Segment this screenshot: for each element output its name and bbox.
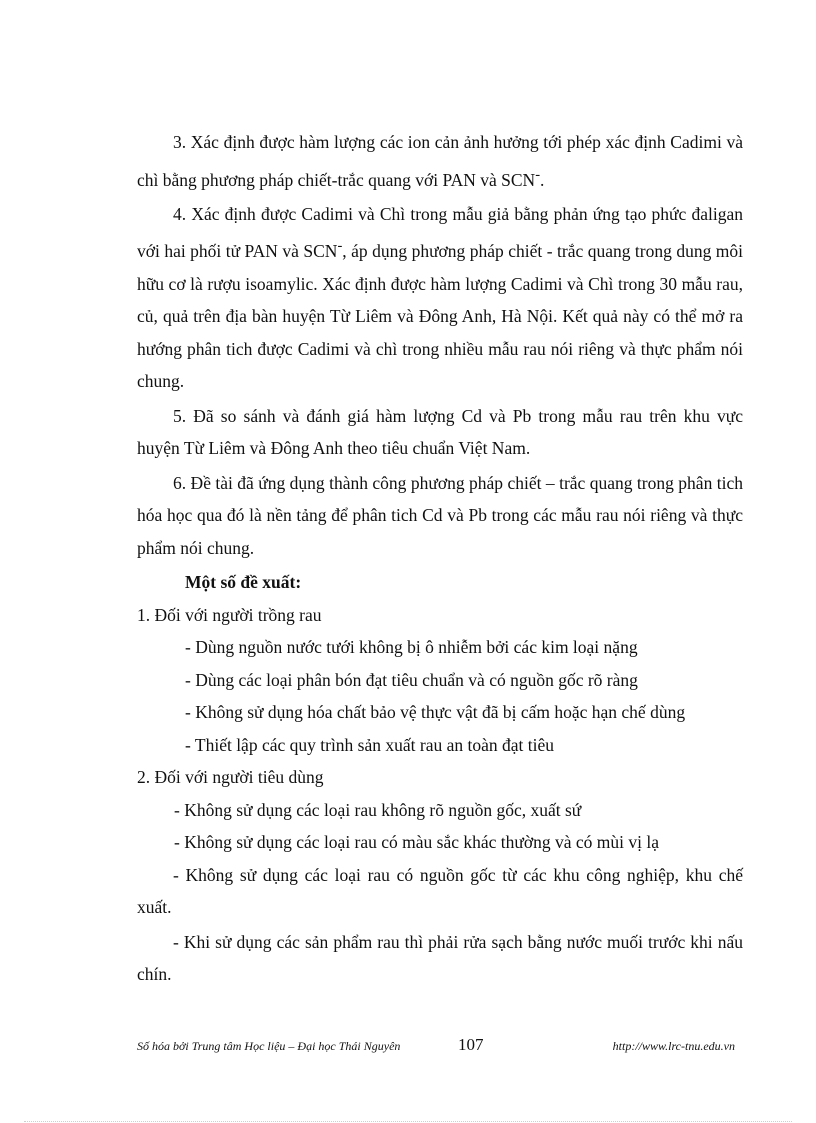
- paragraph-4: 4. Xác định được Cadimi và Chì trong mẫu giả bằng phản ứng tạo phức đaligan với hai phối tử PAN và SCN-, áp dụng phương pháp chiết - trắc quang trong dung môi hữu cơ là rượu isoamylic. Xác định được hàm lượng Cadimi và Chì trong 30 mẫu rau, củ, quả trên địa bàn huyện Từ Liêm và Đông Anh, Hà Nội. Kết quả này có thể mở ra hướng phân tich được Cadimi và chì trong nhiều mẫu rau nói riêng và thực phẩm nói chung.: [137, 203, 744, 392]
- superscript-minus: -: [337, 238, 343, 255]
- page-footer: [137, 1035, 743, 1059]
- list-item: - Không sử dụng các loại rau có nguồn gốc từ các khu công nghiệp, khu chế xuất.: [137, 864, 743, 918]
- list-item: - Dùng các loại phân bón đạt tiêu chuẩn và có nguồn gốc rõ ràng: [185, 669, 638, 690]
- list-item: - Không sử dụng các loại rau có màu sắc khác thường và có mùi vị lạ: [174, 832, 660, 853]
- page-divider: [24, 1121, 792, 1122]
- page-number: 107: [458, 1035, 484, 1054]
- paragraph-3: 3. Xác định được hàm lượng các ion cản ảnh hưởng tới phép xác định Cadimi và chì bằng phương pháp chiết-trắc quang với PAN và SCN-.: [137, 132, 743, 190]
- list-item: - Không sử dụng các loại rau không rõ nguồn gốc, xuất sứ: [174, 799, 582, 820]
- list-item: - Không sử dụng hóa chất bảo vệ thực vật đã bị cấm hoặc hạn chế dùng: [185, 702, 686, 723]
- document-body: [137, 126, 743, 991]
- superscript-minus: -: [535, 166, 541, 183]
- paragraph-5: 5. Đã so sánh và đánh giá hàm lượng Cd và Pb trong mẫu rau trên khu vực huyện Từ Liêm và Đông Anh theo tiêu chuẩn Việt Nam.: [137, 405, 743, 459]
- list-item: - Thiết lập các quy trình sản xuất rau an toàn đạt tiêu: [185, 734, 554, 755]
- section-1-title: 1. Đối với người trồng rau: [137, 604, 322, 625]
- footer-source: Số hóa bởi Trung tâm Học liệu – Đại học Thái Nguyên: [137, 1039, 401, 1053]
- list-item: - Khi sử dụng các sản phẩm rau thì phải rửa sạch bằng nước muối trước khi nấu chín.: [137, 931, 743, 985]
- section-heading: Một số đề xuất:: [185, 572, 302, 593]
- list-item: - Dùng nguồn nước tưới không bị ô nhiễm bởi các kim loại nặng: [185, 637, 638, 658]
- paragraph-6: 6. Đề tài đã ứng dụng thành công phương pháp chiết – trắc quang trong phân tich hóa học qua đó là nền tảng để phân tich Cd và Pb trong các mẫu rau nói riêng và thực phẩm nói chung.: [137, 472, 743, 558]
- footer-url: http://www.lrc-tnu.edu.vn: [612, 1039, 735, 1053]
- section-2-title: 2. Đối với người tiêu dùng: [137, 767, 324, 788]
